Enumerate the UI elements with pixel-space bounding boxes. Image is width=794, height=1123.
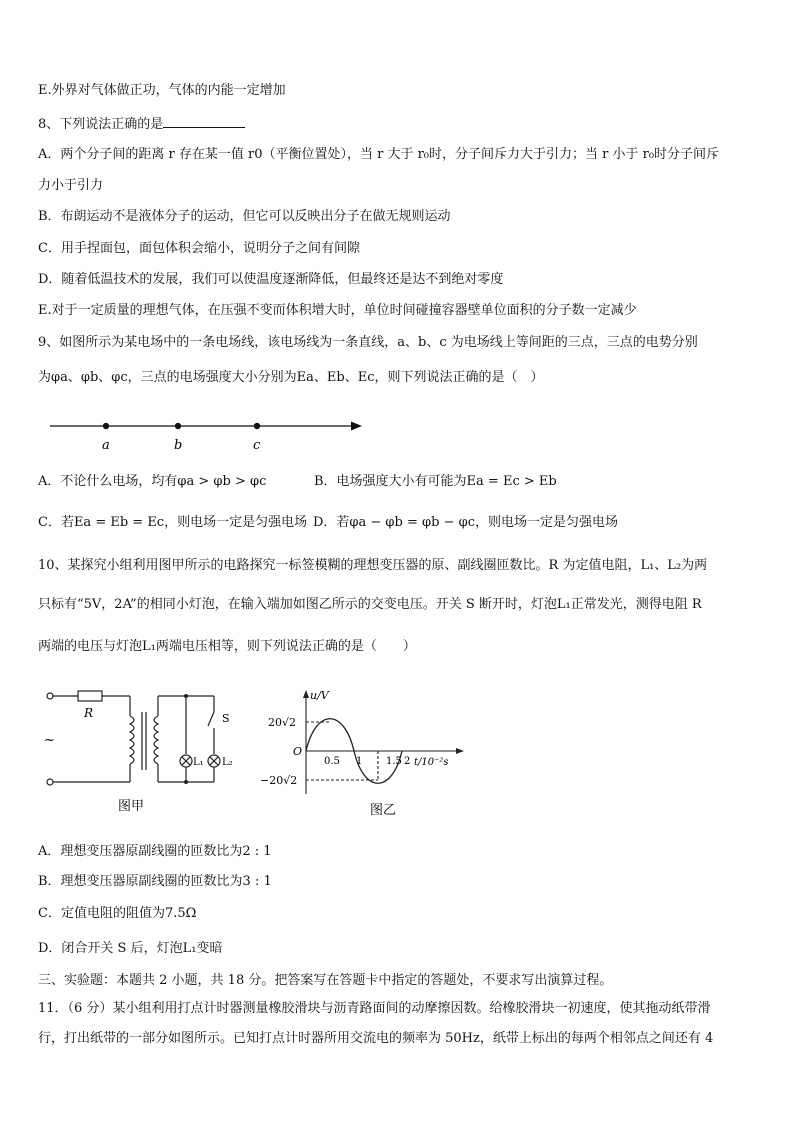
q10-stem-line2: 只标有“5V，2A”的相同小灯泡，在输入端加如图乙所示的交变电压。开关 S 断开时，灯泡L₁正常发光，测得电阻 R <box>38 597 702 612</box>
y-unit: u/V <box>310 689 329 702</box>
label-a: a <box>102 438 110 453</box>
q10-option-a: A．理想变压器原副线圈的匝数比为2 : 1 <box>38 844 272 859</box>
q11-stem-line2: 行，打出纸带的一部分如图所示。已知打点计时器所用交流电的频率为 50Hz，纸带上标出的每两个相邻点之间还有 4 <box>38 1031 714 1046</box>
label-s: S <box>222 712 230 725</box>
q8-answer-blank <box>163 115 245 128</box>
point-a <box>103 423 109 429</box>
q8-stem <box>38 115 245 133</box>
x-tick-2: 2 <box>404 756 411 767</box>
input-terminal-top <box>47 693 53 699</box>
y-bottom-label: −20√2 <box>260 774 298 787</box>
q8-text: 8、下列说法正确的是 <box>38 117 164 132</box>
q10-stem-line3: 两端的电压与灯泡L₁两端电压相等，则下列说法正确的是（ ） <box>38 639 416 654</box>
q9-option-b: B．电场强度大小有可能为Ea = Ec > Eb <box>314 474 557 489</box>
q9-option-a: A．不论什么电场，均有φa > φb > φc <box>38 474 267 489</box>
voltage-graph <box>258 684 488 824</box>
secondary-coil <box>154 716 158 764</box>
label-l2: L₂ <box>222 757 233 768</box>
q10-option-d: D．闭合开关 S 后，灯泡L₁变暗 <box>38 941 223 956</box>
q9-field-line-figure <box>48 412 368 454</box>
section-3-heading: 三、实验题：本题共 2 小题，共 18 分。把答案写在答题卡中指定的答题处，不要求写出演算过程。 <box>38 973 613 988</box>
q8-option-d: D．随着低温技术的发展，我们可以使温度逐渐降低，但最终还是达不到绝对零度 <box>38 272 504 287</box>
q11-stem-line1: 11．（6 分）某小组利用打点计时器测量橡胶滑块与沥青路面间的动摩擦因数。给橡胶滑块一初速度，使其拖动纸带滑 <box>38 1001 711 1016</box>
q8-option-a-line1: A．两个分子间的距离 r 存在某一值 r0（平衡位置处），当 r 大于 r₀时，分子间斥力大于引力；当 r 小于 r₀时分子间斥 <box>38 147 720 162</box>
label-l1: L₁ <box>193 757 204 768</box>
input-terminal-bottom <box>47 779 53 785</box>
q7-option-e: E.外界对气体做正功，气体的内能一定增加 <box>38 83 286 98</box>
x-unit: t/10⁻²s <box>414 757 449 768</box>
q9-stem-line2: 为φa、φb、φc，三点的电场强度大小分别为Ea、Eb、Ec，则下列说法正确的是（ ） <box>38 370 544 385</box>
q9-stem-line1: 9、如图所示为某电场中的一条电场线，该电场线为一条直线，a、b、c 为电场线上等间距的三点，三点的电势分别 <box>38 335 698 350</box>
q10-option-c: C．定值电阻的阻值为7.5Ω <box>38 906 197 921</box>
q8-option-c: C．用手捏面包，面包体积会缩小，说明分子之间有间隙 <box>38 241 360 256</box>
x-tick-1.5: 1.5 <box>386 756 402 767</box>
q9-option-c: C．若Ea = Eb = Ec，则电场一定是匀强电场 <box>38 515 308 530</box>
label-r: R <box>84 706 94 720</box>
label-ac-source: ~ <box>44 733 55 748</box>
x-tick-1: 1 <box>356 756 363 767</box>
switch-s <box>208 712 214 726</box>
point-c <box>254 423 260 429</box>
resistor-r <box>78 691 102 701</box>
q8-option-b: B．布朗运动不是液体分子的运动，但它可以反映出分子在做无规则运动 <box>38 209 451 224</box>
label-b: b <box>174 438 183 453</box>
q8-option-e: E.对于一定质量的理想气体，在压强不变而体积增大时，单位时间碰撞容器壁单位面积的分子数一定减少 <box>38 303 637 318</box>
primary-coil <box>130 716 134 764</box>
caption-circuit: 图甲 <box>118 799 145 814</box>
q8-option-a-line2: 力小于引力 <box>38 178 104 193</box>
label-c: c <box>253 438 261 453</box>
point-b <box>175 423 181 429</box>
x-tick-0.5: 0.5 <box>324 756 340 767</box>
q10-stem-line1: 10、某探究小组利用图甲所示的电路探究一标签模糊的理想变压器的原、副线圈匝数比。R 为定值电阻，L₁、L₂为两 <box>38 558 708 573</box>
origin-label: O <box>293 745 303 758</box>
q10-option-b: B．理想变压器原副线圈的匝数比为3 : 1 <box>38 874 272 889</box>
y-top-label: 20√2 <box>268 716 297 729</box>
junction-bottom <box>184 780 188 784</box>
caption-graph: 图乙 <box>370 803 397 818</box>
circuit-diagram <box>38 684 248 824</box>
junction-top <box>184 694 188 698</box>
field-line-arrow <box>351 422 362 431</box>
q9-option-d: D．若φa − φb = φb − φc，则电场一定是匀强电场 <box>313 515 618 530</box>
